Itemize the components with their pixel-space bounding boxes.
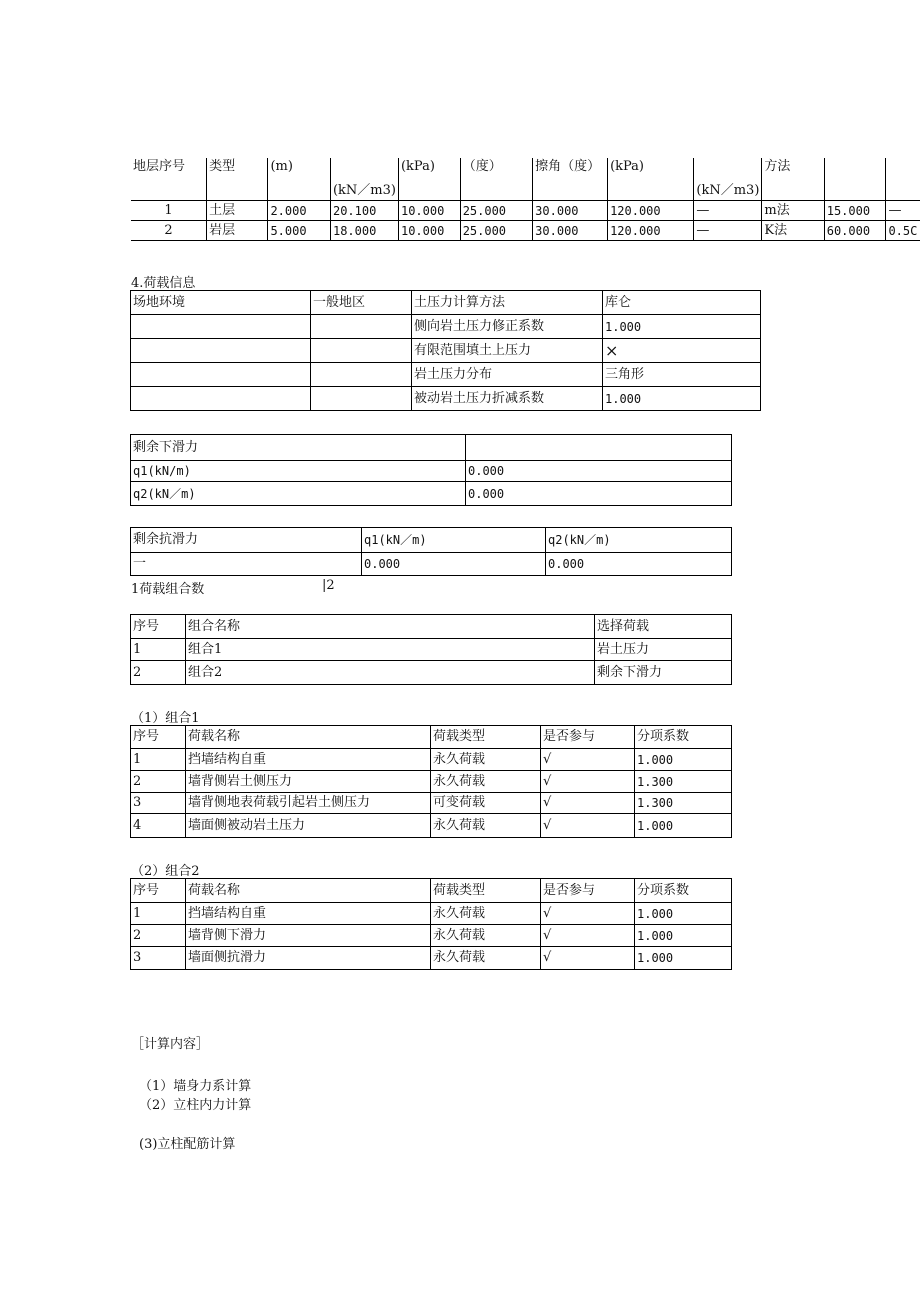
- soil-cell: 20.100: [330, 201, 398, 221]
- combo1-table: [130, 725, 732, 838]
- load-cell: 有限范围填土上压力: [412, 339, 603, 363]
- soil-header-cell: 擦角（度）: [533, 158, 608, 180]
- combo1-cell: 1.000: [635, 749, 732, 771]
- table-row: [131, 903, 732, 925]
- residual-anti-cell: 0.000: [546, 553, 732, 576]
- combo1-cell: 4: [131, 814, 186, 838]
- combo2-cell: 永久荷载: [431, 925, 541, 947]
- combo-cell: 组合2: [186, 661, 595, 685]
- combo1-cell: 1.300: [635, 771, 732, 793]
- combo2-cell: 3: [131, 947, 186, 970]
- combo-cell: 岩土压力: [595, 639, 732, 661]
- soil-header-cell: [131, 180, 207, 201]
- combo1-cell: 3: [131, 793, 186, 814]
- combo1-title: （1）组合1: [131, 711, 200, 726]
- combo-header-cell: 组合名称: [186, 615, 595, 639]
- table-row: [131, 387, 761, 411]
- check-icon: √: [541, 903, 635, 925]
- soil-cell: 土层: [207, 201, 268, 221]
- check-icon: √: [541, 814, 635, 838]
- soil-header-top-row: [131, 158, 920, 180]
- table-row: [131, 315, 761, 339]
- table-row: [131, 925, 732, 947]
- combo2-header-cell: 是否参与: [541, 879, 635, 903]
- table-row: [131, 221, 920, 241]
- soil-header-cell: (m): [268, 158, 331, 180]
- soil-header-cell: [330, 158, 398, 180]
- soil-header-cell: [824, 158, 886, 180]
- soil-header-cell: [886, 180, 920, 201]
- load-cell: [311, 387, 412, 411]
- combo2-table-block: [130, 878, 732, 970]
- soil-header-cell: (kN／m3): [330, 180, 398, 201]
- combo2-table: [130, 878, 732, 970]
- table-row: [131, 435, 732, 461]
- check-icon: √: [541, 925, 635, 947]
- soil-header-cell: 地层序号: [133, 159, 186, 174]
- soil-cell: 5.000: [268, 221, 331, 241]
- residual-anti-cell: 剩余抗滑力: [131, 528, 362, 553]
- load-cell: [131, 315, 311, 339]
- residual-cell: q1(kN/m): [131, 461, 466, 482]
- combo1-cell: 墙面侧被动岩土压力: [186, 814, 431, 838]
- combo-header-cell: 序号: [131, 615, 186, 639]
- load-cell: 岩土压力分布: [412, 363, 603, 387]
- table-row: [131, 639, 732, 661]
- residual-cell: [466, 435, 732, 461]
- combo1-header-cell: 荷载类型: [431, 726, 541, 749]
- soil-header-cell: (kN／m3): [694, 180, 762, 201]
- combo2-cell: 1: [131, 903, 186, 925]
- combo2-cell: 1.000: [635, 947, 732, 970]
- soil-header-cell: [694, 158, 762, 180]
- residual-cell: 0.000: [466, 482, 732, 506]
- combo2-cell: 挡墙结构自重: [186, 903, 431, 925]
- soil-header-cell: [207, 180, 268, 201]
- combo2-cell: 墙背侧下滑力: [186, 925, 431, 947]
- combo1-cell: 永久荷载: [431, 814, 541, 838]
- combo1-cell: 永久荷载: [431, 749, 541, 771]
- soil-cell: 10.000: [398, 201, 460, 221]
- combo2-header-cell: 序号: [131, 879, 186, 903]
- soil-cell: m法: [762, 201, 824, 221]
- table-row: [131, 461, 732, 482]
- load-info-table-block: [130, 290, 761, 411]
- combo1-header-cell: 是否参与: [541, 726, 635, 749]
- table-row: [131, 482, 732, 506]
- combo2-header-cell: 荷载类型: [431, 879, 541, 903]
- check-icon: √: [541, 749, 635, 771]
- residual-anti-cell: q2(kN／m): [546, 528, 732, 553]
- soil-header-cell: [886, 158, 920, 180]
- load-cell: 土压力计算方法: [412, 291, 603, 315]
- soil-cell: 120.000: [608, 201, 694, 221]
- table-row: [131, 339, 761, 363]
- table-row: [131, 291, 761, 315]
- load-cell: [131, 387, 311, 411]
- table-row: [131, 793, 732, 814]
- combo2-cell: 1.000: [635, 925, 732, 947]
- soil-layer-table-block: [131, 158, 920, 241]
- calc-item: （2）立柱内力计算: [139, 1098, 252, 1113]
- soil-header-cell: [533, 180, 608, 201]
- load-cell: 被动岩土压力折减系数: [412, 387, 603, 411]
- combo1-cell: 永久荷载: [431, 771, 541, 793]
- soil-header-cell: [398, 180, 460, 201]
- residual-cell: q2(kN／m): [131, 482, 466, 506]
- soil-cell: 15.000: [824, 201, 886, 221]
- table-row: [131, 661, 732, 685]
- table-row: [131, 771, 732, 793]
- combo1-header-cell: 序号: [131, 726, 186, 749]
- combo-cell: 1: [131, 639, 186, 661]
- combo2-cell: 墙面侧抗滑力: [186, 947, 431, 970]
- soil-header-cell: [824, 180, 886, 201]
- residual-anti-table-block: [130, 527, 732, 576]
- soil-cell: 1: [131, 201, 207, 221]
- load-cell: 1.000: [603, 387, 761, 411]
- combo2-cell: 2: [131, 925, 186, 947]
- soil-header-bottom-row: [131, 180, 920, 201]
- soil-cell: K法: [762, 221, 824, 241]
- combo-cell: 组合1: [186, 639, 595, 661]
- combo1-header-cell: 荷载名称: [186, 726, 431, 749]
- soil-cell: 2: [131, 221, 207, 241]
- combo2-header-cell: 分项系数: [635, 879, 732, 903]
- table-row: [131, 528, 732, 553]
- check-icon: √: [541, 771, 635, 793]
- residual-sliding-table-block: [130, 434, 732, 506]
- combo2-cell: 永久荷载: [431, 903, 541, 925]
- soil-cell: 岩层: [207, 221, 268, 241]
- combo-header-cell: 选择荷载: [595, 615, 732, 639]
- combo1-cell: 2: [131, 771, 186, 793]
- residual-anti-cell: 一: [131, 553, 362, 576]
- soil-header-cell: 类型: [207, 158, 268, 180]
- combo1-table-block: [130, 725, 732, 838]
- load-cell: 场地环境: [131, 291, 311, 315]
- soil-header-cell: [268, 180, 331, 201]
- combo1-header-cell: 分项系数: [635, 726, 732, 749]
- check-icon: √: [541, 947, 635, 970]
- load-cell: [311, 363, 412, 387]
- combo1-cell: 1.000: [635, 814, 732, 838]
- calc-item: (3)立柱配筋计算: [139, 1137, 236, 1152]
- residual-anti-table: [130, 527, 732, 576]
- soil-header-cell: (kPa): [608, 158, 694, 180]
- combo1-cell: 墙背侧地表荷载引起岩土侧压力: [186, 793, 431, 814]
- residual-anti-cell: q1(kN／m): [362, 528, 546, 553]
- table-row: [131, 726, 732, 749]
- soil-header-cell: 方法: [762, 158, 824, 180]
- residual-cell: 0.000: [466, 461, 732, 482]
- soil-cell: 120.000: [608, 221, 694, 241]
- table-row: [131, 363, 761, 387]
- combo-count-value: |2: [322, 578, 335, 593]
- soil-cell: 30.000: [533, 221, 608, 241]
- soil-cell: —: [886, 201, 920, 221]
- load-cell: [311, 339, 412, 363]
- combo-cell: 2: [131, 661, 186, 685]
- residual-sliding-table: [130, 434, 732, 506]
- load-cell: 库仑: [603, 291, 761, 315]
- soil-cell: —: [694, 221, 762, 241]
- combo1-cell: 可变荷载: [431, 793, 541, 814]
- table-row: [131, 615, 732, 639]
- residual-anti-cell: 0.000: [362, 553, 546, 576]
- combo-table-block: [130, 614, 732, 685]
- table-row: [131, 201, 920, 221]
- combo1-cell: 1: [131, 749, 186, 771]
- soil-cell: 60.000: [824, 221, 886, 241]
- check-icon: √: [541, 793, 635, 814]
- table-row: [131, 947, 732, 970]
- soil-header-cell: (kPa): [398, 158, 460, 180]
- table-row: [131, 879, 732, 903]
- soil-header-cell: [608, 180, 694, 201]
- combo-cell: 剩余下滑力: [595, 661, 732, 685]
- soil-cell: 25.000: [460, 201, 532, 221]
- combo2-cell: 1.000: [635, 903, 732, 925]
- soil-cell: 25.000: [460, 221, 532, 241]
- table-row: [131, 749, 732, 771]
- checkbox-unchecked-icon: ×: [603, 339, 761, 363]
- load-info-table: [130, 290, 761, 411]
- soil-layer-table: [131, 158, 920, 241]
- table-row: [131, 553, 732, 576]
- calc-item: （1）墙身力系计算: [139, 1079, 252, 1094]
- soil-cell: 0.5C: [886, 221, 920, 241]
- combo1-cell: 墙背侧岩土侧压力: [186, 771, 431, 793]
- soil-cell: 18.000: [330, 221, 398, 241]
- load-cell: 侧向岩土压力修正系数: [412, 315, 603, 339]
- soil-cell: 10.000: [398, 221, 460, 241]
- load-cell: 一般地区: [311, 291, 412, 315]
- load-cell: 1.000: [603, 315, 761, 339]
- combo1-cell: 挡墙结构自重: [186, 749, 431, 771]
- load-cell: 三角形: [603, 363, 761, 387]
- combo-table: [130, 614, 732, 685]
- calc-title: ［计算内容］: [131, 1037, 210, 1052]
- soil-cell: —: [694, 201, 762, 221]
- combo2-title: （2）组合2: [131, 864, 200, 879]
- soil-header-cell: [762, 180, 824, 201]
- soil-cell: 30.000: [533, 201, 608, 221]
- soil-cell: 2.000: [268, 201, 331, 221]
- combo1-cell: 1.300: [635, 793, 732, 814]
- load-section-title: 4.荷载信息: [131, 276, 196, 291]
- combo2-header-cell: 荷载名称: [186, 879, 431, 903]
- residual-cell: 剩余下滑力: [131, 435, 466, 461]
- load-cell: [311, 315, 412, 339]
- load-cell: [131, 339, 311, 363]
- combo2-cell: 永久荷载: [431, 947, 541, 970]
- load-cell: [131, 363, 311, 387]
- combo-count-label: 1荷载组合数: [131, 582, 205, 597]
- soil-header-cell: [460, 180, 532, 201]
- table-row: [131, 814, 732, 838]
- soil-header-cell: （度）: [460, 158, 532, 180]
